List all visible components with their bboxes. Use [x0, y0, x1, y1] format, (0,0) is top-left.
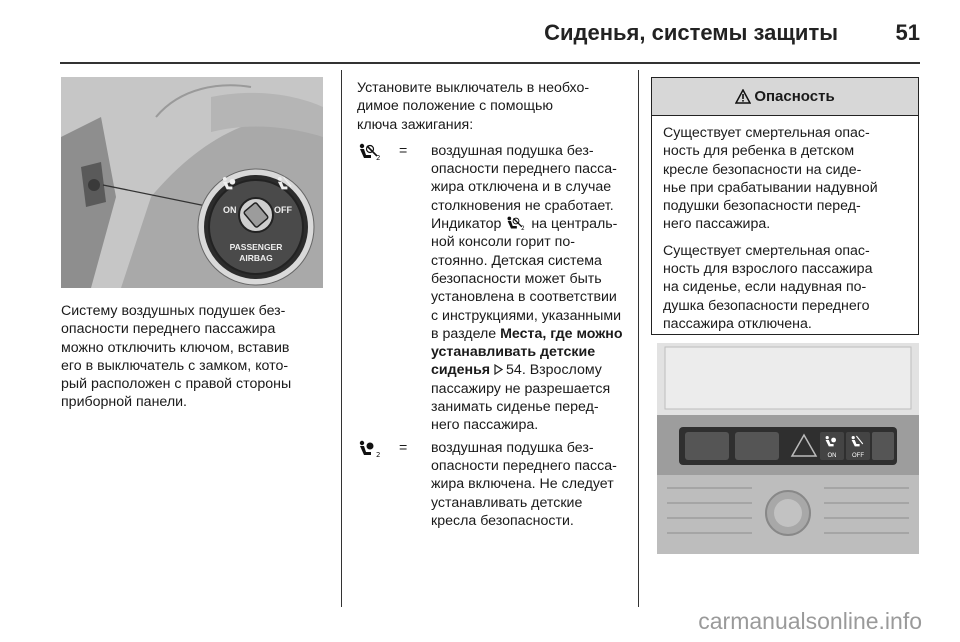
entry-line: воздушная подушка без-	[431, 439, 594, 456]
entry-line: установлена в соответствии	[431, 289, 617, 306]
entry-line: устанавливать детские	[431, 494, 583, 511]
header-rule	[60, 62, 920, 64]
entry-line: опасности переднего пасса-	[431, 457, 617, 474]
warning-body	[652, 116, 918, 333]
center-console-figure	[657, 343, 919, 554]
column-divider-2	[638, 70, 639, 607]
airbag-off-entry	[357, 142, 632, 435]
entry-line: с инструкциями, указанными	[431, 307, 622, 324]
switch-airbag-label: AIRBAG	[239, 253, 273, 263]
equals-sign: =	[399, 439, 408, 456]
airbag-on-entry	[357, 439, 632, 530]
entry-line: воздушная подушка без-	[431, 142, 594, 159]
left-column-text	[61, 302, 331, 412]
entry-line: опасности переднего пасса-	[431, 161, 617, 178]
left-line: приборной панели.	[61, 394, 187, 411]
airbag-off-indicator-icon	[505, 216, 527, 231]
key-switch-figure	[61, 77, 323, 288]
section-reference-link[interactable]: Места, где можно	[500, 325, 623, 342]
equals-sign: =	[399, 142, 408, 159]
entry-line: стоянно. Детская система	[431, 252, 602, 269]
page-reference-icon	[494, 364, 503, 375]
left-line: рый расположен с правой стороны	[61, 376, 292, 393]
left-line: опасности переднего пассажира	[61, 321, 276, 338]
entry-line: жира включена. Не следует	[431, 476, 614, 493]
switch-passenger-label: PASSENGER	[229, 242, 283, 252]
indicator-line: Индикатор на централь-	[431, 216, 618, 233]
entry-line: жира отключена и в случае	[431, 179, 612, 196]
airbag-off-icon	[357, 143, 383, 161]
watermark: carmanualsonline.info	[698, 608, 922, 634]
intro-line: димое положение с помощью	[357, 98, 554, 115]
warning-paragraph: Существует смертельная опас- ность для взрослого пассажира на сиденье, если надувная по- душка безопасности переднего пассажира отключена.	[663, 242, 873, 332]
entry-line: пассажиру не разрешается	[431, 380, 611, 397]
console-on-label: ON	[827, 453, 837, 459]
middle-column-text	[357, 79, 632, 530]
airbag-on-icon	[357, 440, 383, 458]
switch-off-label: OFF	[274, 205, 292, 215]
intro-line: Установите выключатель в необхо-	[357, 80, 590, 96]
reference-line: в разделе Места, где можно	[431, 325, 623, 342]
page-title: Сиденья, системы защиты	[544, 20, 838, 45]
left-line: можно отключить ключом, вставив	[61, 339, 290, 356]
entry-line: ной консоли горит по-	[431, 234, 575, 251]
warning-title: Опасность	[754, 88, 835, 105]
page-header	[60, 14, 920, 54]
danger-warning-box	[651, 77, 919, 335]
section-reference-link[interactable]: устанавливать детские	[431, 344, 596, 361]
section-reference-link[interactable]: сиденья	[431, 362, 491, 379]
entry-line: занимать сиденье перед-	[431, 399, 599, 416]
entry-line: столкновения не сработает.	[431, 197, 614, 214]
entry-line: него пассажира.	[431, 417, 539, 434]
entry-line: кресла безопасности.	[431, 512, 574, 529]
page-number: 51	[895, 20, 920, 45]
reference-line: сиденья 54. Взрослому	[431, 362, 602, 379]
left-line: Систему воздушных подушек без-	[61, 303, 286, 319]
page-reference[interactable]: 54	[506, 362, 522, 379]
warning-paragraph: Существует смертельная опас- ность для ребенка в детском кресле безопасности на сиде- нье при срабатывании надувной подушки безопасности перед- него пассажира.	[663, 125, 878, 233]
switch-on-label: ON	[223, 205, 237, 215]
column-divider-1	[341, 70, 342, 607]
warning-triangle-icon	[735, 89, 751, 104]
left-line: его в выключатель с замком, кото-	[61, 357, 289, 374]
intro-line: ключа зажигания:	[357, 116, 474, 133]
entry-line: безопасности может быть	[431, 270, 602, 287]
console-off-label: OFF	[852, 453, 864, 459]
warning-header	[652, 78, 918, 116]
